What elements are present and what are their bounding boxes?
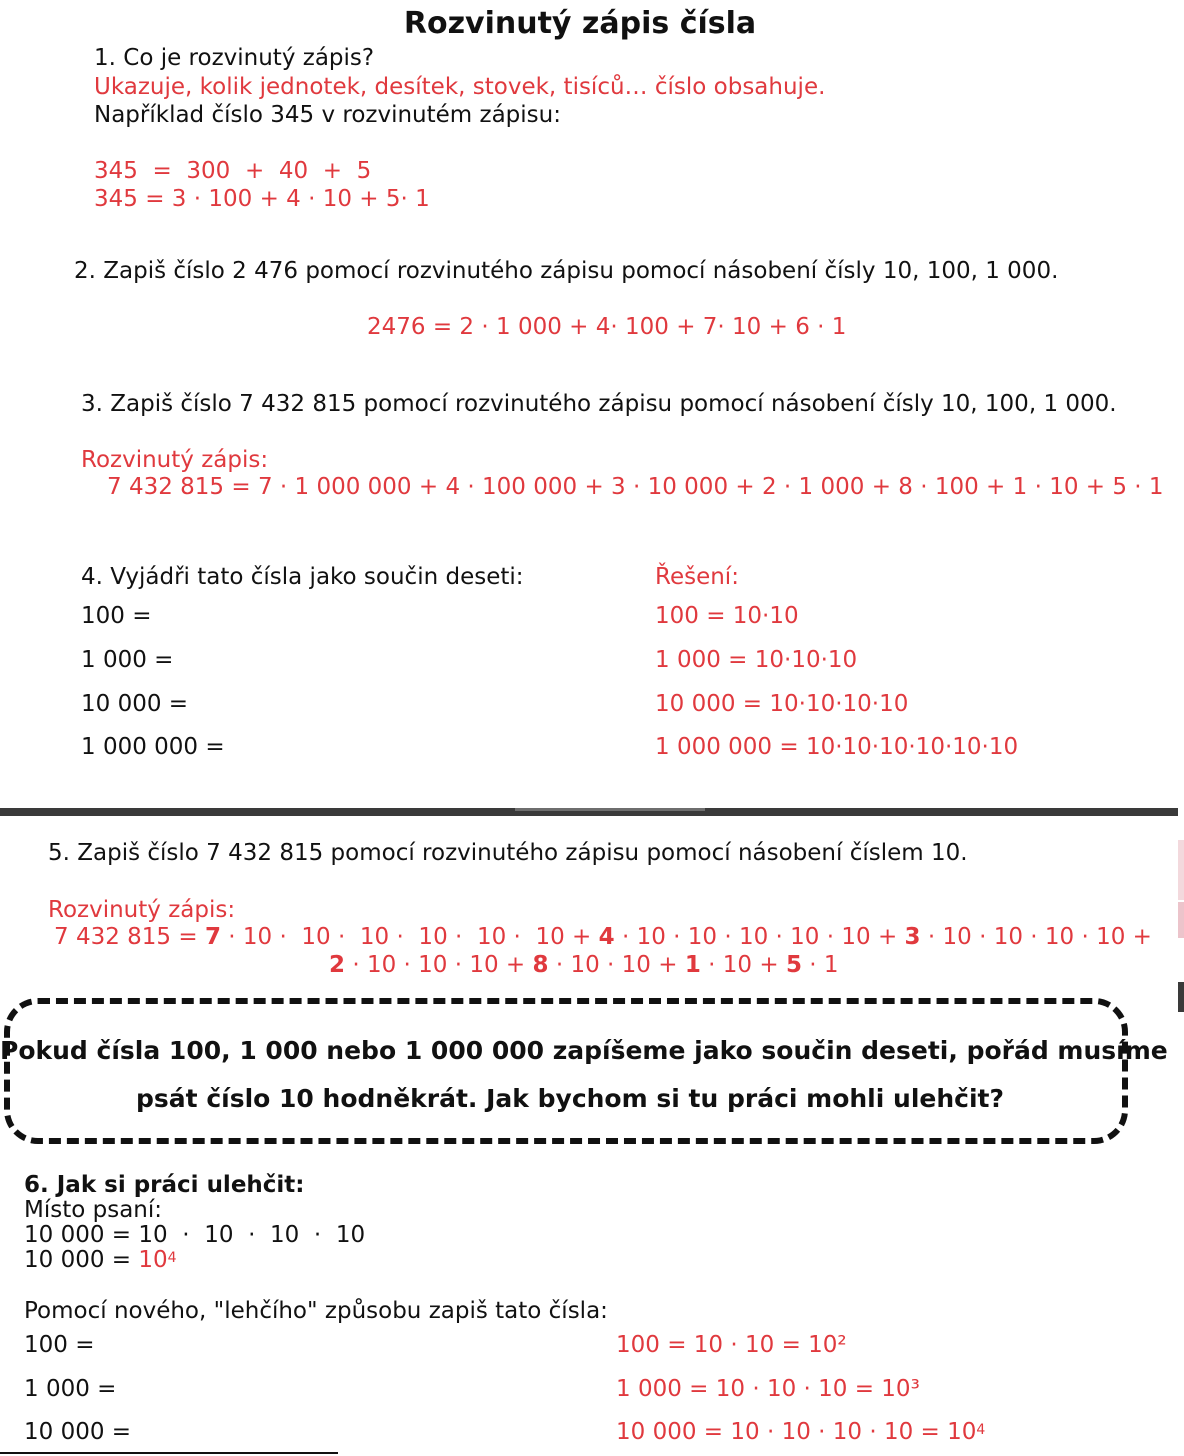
s3-question: 3. Zapiš číslo 7 432 815 pomocí rozvinutého zápisu pomocí násobení čísly 10, 100, 1 000. [81,391,1117,417]
sidebar-fragment [1178,840,1184,900]
s1-example-line2: 345 = 3 · 100 + 4 · 10 + 5· 1 [94,186,430,212]
answer-underline [0,1452,338,1454]
s4-row-right: 100 = 10·10 [655,603,799,629]
s6-example1: 10 000 = 10 · 10 · 10 · 10 [24,1222,366,1248]
s6-row-right: 10 $000 = 10 \cdot 10 \cdot 10 \cdot 10 = 10^4$ [616,1419,986,1445]
digit-2: 2 [329,952,346,978]
s6-question: 6. Jak si práci ulehčit: [24,1172,305,1198]
s1-example-intro: Například číslo 345 v rozvinutém zápisu: [94,102,561,128]
s6-row-right: 1 000 = 10 · 10 · 10 = 10³ [616,1376,920,1402]
s5-label: Rozvinutý zápis: [48,897,236,923]
s6-row-right: 100 = 10 · 10 = 10² [616,1332,847,1358]
s6-row-left: 100 = [24,1332,95,1358]
s6-prompt: Pomocí nového, "lehčího" způsobu zapiš tato čísla: [24,1298,608,1324]
digit-1: 1 [684,952,701,978]
digit-8: 8 [532,952,549,978]
s5-line2: 2 · 10 · 10 · 10 + 8 · 10 · 10 + 1 · 10 + 5 · 1 [329,952,839,978]
s4-row-left: 1 000 = [81,647,174,673]
s3-label: Rozvinutý zápis: [81,447,269,473]
s5-line1: 7 432 815 = 7 · 10 · 10 · 10 · 10 · 10 · 10 + 4 · 10 · 10 · 10 · 10 · 10 + 3 · 10 · 10 · 10 · 10 + [54,924,1152,950]
digit-4: 4 [598,924,615,950]
digit-7: 7 [204,924,221,950]
s6-row-left: 1 000 = [24,1376,117,1402]
s6-example2: 10 $000 = 10^4$ [24,1247,177,1273]
s4-row-right: 10 000 = 10·10·10·10 [655,691,909,717]
digit-3: 3 [904,924,921,950]
s4-question: 4. Vyjádři tato čísla jako součin deseti: [81,564,524,590]
s2-question: 2. Zapiš číslo 2 476 pomocí rozvinutého zápisu pomocí násobení čísly 10, 100, 1 000. [74,258,1059,284]
s4-row-left: 100 = [81,603,152,629]
s1-example-line1: 345 = 300 + 40 + 5 [94,158,372,184]
s4-row-left: 10 000 = [81,691,189,717]
digit-5: 5 [785,952,802,978]
sidebar-fragment [1178,982,1184,1012]
s4-row-left: 1 000 000 = [81,734,225,760]
s1-answer: Ukazuje, kolik jednotek, desítek, stovek, tisíců… číslo obsahuje. [94,74,826,100]
s5-question: 5. Zapiš číslo 7 432 815 pomocí rozvinutého zápisu pomocí násobení číslem 10. [48,840,968,866]
s4-solution-label: Řešení: [655,564,739,590]
s1-question: 1. Co je rozvinutý zápis? [94,45,375,71]
s6-instead: Místo psaní: [24,1197,163,1223]
sidebar-fragment [1178,902,1184,938]
s4-row-right: 1 000 000 = 10·10·10·10·10·10 [655,734,1019,760]
s6-row-left: 10 000 = [24,1419,132,1445]
box-line2: psát číslo 10 hodněkrát. Jak bychom si tu práci mohli ulehčit? [136,1084,1004,1113]
s4-row-right: 1 000 = 10·10·10 [655,647,858,673]
s2-answer: 2476 = 2 · 1 000 + 4· 100 + 7· 10 + 6 · 1 [367,314,847,340]
divider-highlight [515,808,705,811]
box-line1: Pokud čísla 100, 1 000 nebo 1 000 000 zapíšeme jako součin deseti, pořád musíme [0,1036,1168,1065]
s3-answer: 7 432 815 = 7 · 1 000 000 + 4 · 100 000 + 3 · 10 000 + 2 · 1 000 + 8 · 100 + 1 · 10 + 5 · 1 [107,474,1164,500]
page-title: Rozvinutý zápis čísla [403,6,757,41]
